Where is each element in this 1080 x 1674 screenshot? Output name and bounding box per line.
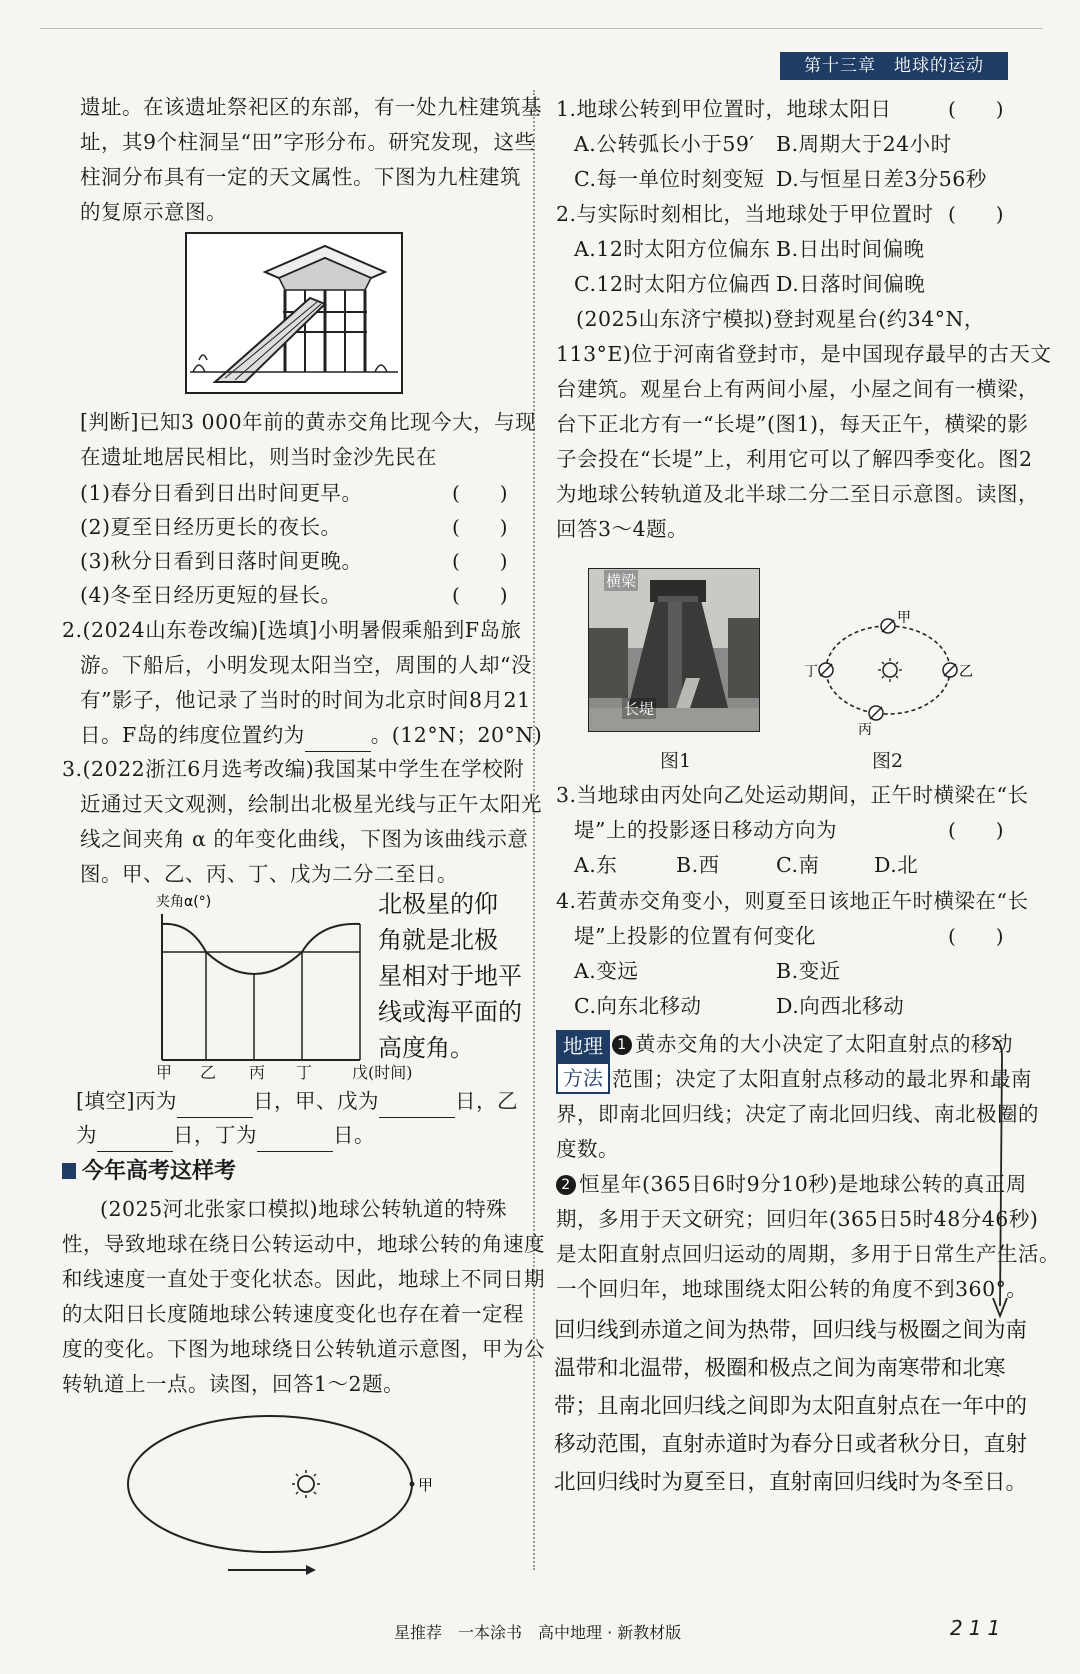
rq4-option-b[interactable]: B.变近 — [776, 959, 841, 983]
rq2-option-c[interactable]: C.12时太阳方位偏西 — [574, 272, 771, 296]
fill-text: 日，乙 — [455, 1089, 518, 1113]
angle-curve-chart — [150, 888, 370, 1078]
label-bing: 丙 — [858, 722, 872, 738]
rq4-stem: 堤”上投影的位置有何变化 — [574, 924, 816, 948]
intro-line: 址，其9个柱洞呈“田”字形分布。研究发现，这些 — [80, 130, 536, 154]
rq2-stem: 2.与实际时刻相比，当地球处于甲位置时 — [556, 202, 934, 226]
passage-line: 转轨道上一点。读图，回答1～2题。 — [62, 1372, 405, 1396]
sun-icon — [878, 658, 902, 682]
rq4-stem: 4.若黄赤交角变小，则夏至日该地正午时横梁在“长 — [556, 889, 1029, 913]
section-title-text: 今年高考这样考 — [82, 1159, 237, 1184]
rpassage-line: 113°E)位于河南省登封市，是中国现存最早的古天文 — [556, 342, 1052, 366]
judge-item-2: (2)夏至日经历更长的夜长。 — [80, 515, 342, 539]
rq3-stem: 3.当地球由丙处向乙处运动期间，正午时横梁在“长 — [556, 783, 1029, 807]
handwritten-line: 高度角。 — [378, 1034, 474, 1062]
fill-line-1 — [76, 1084, 518, 1118]
chart-xlabel-jia: 甲 — [156, 1063, 173, 1082]
passage-line: 和线速度一直处于变化状态。因此，地球上不同日期 — [62, 1267, 545, 1291]
judge-item-1: (1)春分日看到日出时间更早。 — [80, 481, 363, 505]
rq4-option-c[interactable]: C.向东北移动 — [574, 994, 702, 1018]
solstice-orbit-diagram — [800, 600, 980, 740]
q3-line: 图。甲、乙、丙、丁、戊为二分二至日。 — [80, 862, 458, 886]
rq1-option-b[interactable]: B.周期大于24小时 — [776, 132, 952, 156]
orbit-diagram — [120, 1410, 450, 1586]
q2-line: 有”影子，他记录了当时的时间为北京时间8月21 — [80, 688, 531, 712]
fig1-caption: 图1 — [660, 750, 692, 772]
judge-item-3: (3)秋分日看到日落时间更晚。 — [80, 549, 363, 573]
method-p1-line: 界，即南北回归线；决定了南北回归线、南北极圈的 — [556, 1102, 1039, 1126]
answer-paren[interactable]: ( ) — [452, 515, 508, 539]
rq1-option-a[interactable]: A.公转弧长小于59′ — [574, 132, 755, 156]
observatory-photo — [588, 568, 760, 732]
number-1-icon: 1 — [612, 1035, 632, 1055]
fill-blank-bing[interactable] — [177, 1095, 253, 1118]
chart-ylabel: 夹角α(°) — [156, 894, 212, 910]
intro-line: 柱洞分布具有一定的天文属性。下图为九柱建筑 — [80, 165, 521, 189]
q2-line: 2.(2024山东卷改编)[选填]小明暑假乘船到F岛旅 — [62, 618, 522, 642]
fill-text: 为 — [76, 1123, 97, 1147]
handwritten-line: 角就是北极 — [378, 926, 498, 954]
judge-stem-line: 在遗址地居民相比，则当时金沙先民在 — [80, 445, 437, 469]
rq1-option-d[interactable]: D.与恒星日差3分56秒 — [776, 167, 987, 191]
number-2-icon: 2 — [556, 1175, 576, 1195]
rpassage-line: 台建筑。观星台上有两间小屋，小屋之间有一横梁， — [556, 377, 1039, 401]
intro-line: 的复原示意图。 — [80, 200, 227, 224]
method-text: 黄赤交角的大小决定了太阳直射点的移动 — [635, 1032, 1013, 1056]
rq3-option-a[interactable]: A.东 — [574, 853, 618, 877]
answer-paren[interactable]: ( ) — [948, 202, 1004, 226]
handwritten-answer — [554, 1312, 1027, 1502]
section-title — [62, 1154, 236, 1185]
nine-pillar-building-illustration — [185, 232, 403, 394]
q3-line: 线之间夹角 α 的年变化曲线，下图为该曲线示意 — [80, 827, 529, 851]
rq3-option-c[interactable]: C.南 — [776, 853, 820, 877]
method-p2-line: 一个回归年，地球围绕太阳公转的角度不到360°。 — [556, 1277, 1028, 1301]
fill-text: 日，甲、戊为 — [253, 1089, 379, 1113]
orbit-ellipse — [128, 1416, 412, 1552]
fill-text: 日，丁为 — [173, 1123, 257, 1147]
rq3-option-b[interactable]: B.西 — [676, 853, 720, 877]
judge-stem-line: [判断]已知3 000年前的黄赤交角比现今大，与现 — [80, 410, 537, 434]
section-marker — [62, 1163, 76, 1179]
rq3-option-d[interactable]: D.北 — [874, 853, 919, 877]
earth-bing-icon — [869, 706, 883, 720]
method-badge-geo: 地理 — [556, 1030, 610, 1062]
q2-line — [80, 718, 542, 752]
judge-item-4: (4)冬至日经历更短的昼长。 — [80, 583, 342, 607]
answer-paren[interactable]: ( ) — [948, 818, 1004, 842]
rpassage-line: 回答3～4题。 — [556, 517, 689, 541]
chart-xlabel-bing: 丙 — [249, 1063, 266, 1082]
answer-paren[interactable]: ( ) — [948, 924, 1004, 948]
footer-book-title: 星推荐 一本涂书 高中地理 · 新教材版 — [394, 1623, 682, 1642]
fill-blank-yi[interactable] — [97, 1129, 173, 1152]
label-beam: 横梁 — [606, 572, 637, 590]
intro-line: 遗址。在该遗址祭祀区的东部，有一处九柱建筑基 — [80, 95, 542, 119]
label-dike: 长堤 — [624, 700, 655, 718]
earth-ding-icon — [819, 663, 833, 677]
fig2-caption: 图2 — [872, 750, 904, 772]
handwritten-line: 移动范围，直射赤道时为春分日或者秋分日，直射 — [554, 1432, 1028, 1457]
method-p1-line — [612, 1027, 1013, 1061]
point-jia — [410, 1482, 415, 1487]
method-p1-line: 范围；决定了太阳直射点移动的最北界和最南 — [612, 1067, 1032, 1091]
fill-blank-ding[interactable] — [257, 1129, 333, 1152]
orbit-label-jia: 甲 — [418, 1476, 434, 1494]
method-p2-line — [556, 1167, 1027, 1201]
answer-paren[interactable]: ( ) — [452, 583, 508, 607]
handwritten-line: 回归线到赤道之间为热带，回归线与极圈之间为南 — [554, 1318, 1028, 1343]
method-p2-line: 期，多用于天文研究；回归年(365日5时48分46秒) — [556, 1207, 1039, 1231]
answer-paren[interactable]: ( ) — [452, 549, 508, 573]
passage-line: 性，导致地球在绕日公转运动中，地球公转的角速度 — [62, 1232, 545, 1256]
rq4-option-d[interactable]: D.向西北移动 — [776, 994, 905, 1018]
q3-line: 3.(2022浙江6月选考改编)我国某中学生在学校附 — [62, 757, 525, 781]
sun-icon — [292, 1470, 320, 1498]
method-p2-line: 是太阳直射点回归运动的周期，多用于日常生产生活。 — [556, 1242, 1060, 1266]
rq1-option-c[interactable]: C.每一单位时刻变短 — [574, 167, 765, 191]
handwritten-arrow — [990, 1036, 1014, 1326]
rpassage-line: (2025山东济宁模拟)登封观星台(约34°N， — [576, 307, 985, 331]
earth-jia-icon — [881, 619, 895, 633]
passage-line: 度的变化。下图为地球绕日公转轨道示意图，甲为公 — [62, 1337, 545, 1361]
fill-line-2 — [76, 1118, 375, 1152]
earth-yi-icon — [943, 663, 957, 677]
label-jia: 甲 — [897, 610, 911, 626]
rq3-stem: 堤”上的投影逐日移动方向为 — [574, 818, 837, 842]
q2-line: 游。下船后，小明发现太阳当空，周围的人却“没 — [80, 653, 532, 677]
passage-line: (2025河北张家口模拟)地球公转轨道的特殊 — [100, 1197, 508, 1221]
chart-xlabel-wu: 戊(时间) — [352, 1063, 413, 1082]
fill-text: 日。 — [333, 1123, 375, 1147]
chapter-tag: 第十三章 地球的运动 — [780, 52, 1008, 80]
fill-text: [填空]丙为 — [76, 1089, 177, 1113]
handwritten-line: 北回归线时为夏至日，直射南回归线时为冬至日。 — [554, 1470, 1028, 1495]
q2-text: 日。F岛的纬度位置约为 — [80, 723, 305, 747]
orbit-ellipse — [826, 626, 950, 714]
q2-blank[interactable] — [305, 729, 371, 752]
handwritten-line: 星相对于地平 — [378, 962, 522, 990]
handwritten-line: 带；且南北回归线之间即为太阳直射点在一年中的 — [554, 1394, 1028, 1419]
label-yi: 乙 — [959, 664, 973, 680]
fill-blank-jia-wu[interactable] — [379, 1095, 455, 1118]
page-number: 211 — [950, 1616, 1007, 1640]
method-badge-method: 方法 — [556, 1062, 610, 1094]
answer-paren[interactable]: ( ) — [948, 97, 1004, 121]
rq4-option-a[interactable]: A.变远 — [574, 959, 639, 983]
q2-tail: 。(12°N；20°N) — [370, 723, 543, 747]
rpassage-line: 台下正北方有一“长堤”(图1)，每天正午，横梁的影 — [556, 412, 1029, 436]
handwritten-line: 温带和北温带，极圈和极点之间为南寒带和北寒 — [554, 1356, 1006, 1381]
answer-paren[interactable]: ( ) — [452, 481, 508, 505]
chart-curve — [162, 924, 360, 974]
method-p1-line: 度数。 — [556, 1137, 619, 1161]
rq1-stem: 1.地球公转到甲位置时，地球太阳日 — [556, 97, 892, 121]
passage-line: 的太阳日长度随地球公转速度变化也存在着一定程 — [62, 1302, 524, 1326]
chart-xlabel-yi: 乙 — [200, 1063, 217, 1082]
arrow-head — [306, 1565, 316, 1575]
q3-line: 近通过天文观测，绘制出北极星光线与正午太阳光 — [80, 792, 542, 816]
method-text: 恒星年(365日6时9分10秒)是地球公转的真正周 — [579, 1172, 1027, 1196]
rpassage-line: 子会投在“长堤”上，利用它可以了解四季变化。图2 — [556, 447, 1033, 471]
handwritten-note — [378, 886, 522, 1066]
handwritten-line: 北极星的仰 — [378, 890, 498, 918]
label-ding: 丁 — [804, 664, 818, 680]
handwritten-line: 线或海平面的 — [378, 998, 522, 1026]
rq2-option-b[interactable]: B.日出时间偏晚 — [776, 237, 925, 261]
header-rule — [40, 28, 1042, 29]
rpassage-line: 为地球公转轨道及北半球二分二至日示意图。读图， — [556, 482, 1039, 506]
rq2-option-a[interactable]: A.12时太阳方位偏东 — [574, 237, 771, 261]
chart-xlabel-ding: 丁 — [296, 1063, 313, 1082]
rq2-option-d[interactable]: D.日落时间偏晚 — [776, 272, 926, 296]
